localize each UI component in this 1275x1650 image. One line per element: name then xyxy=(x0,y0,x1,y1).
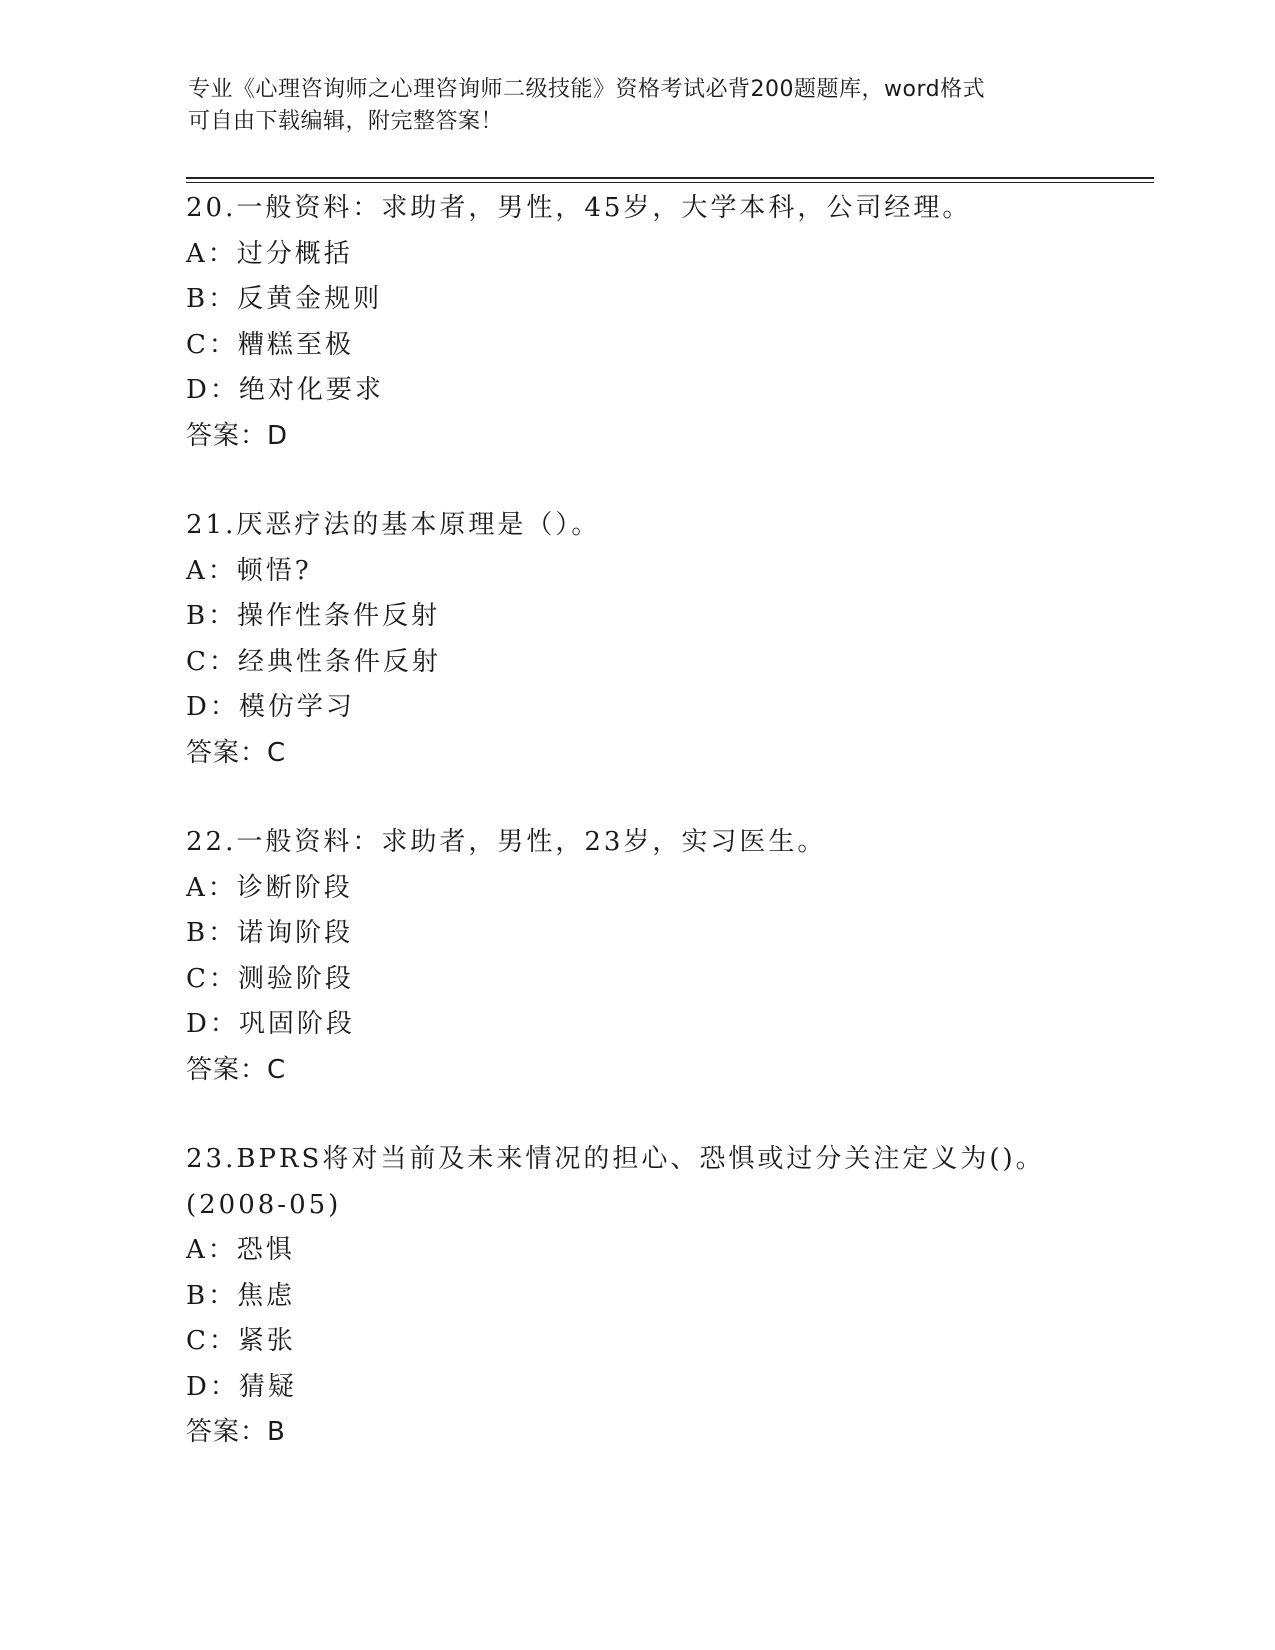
question-title-continued: (2008-05) xyxy=(186,1189,342,1220)
question-title: 23.BPRS将对当前及未来情况的担心、恐惧或过分关注定义为()。 xyxy=(186,1144,1045,1174)
option-b: B：焦虑 xyxy=(186,1280,296,1311)
answer: 答案：D xyxy=(186,420,289,451)
option-a: A：过分概括 xyxy=(186,238,353,269)
option-a: A：诊断阶段 xyxy=(186,872,353,903)
option-b: B：操作性条件反射 xyxy=(186,601,441,631)
question-title: 21.厌恶疗法的基本原理是（）。 xyxy=(186,510,601,540)
question-23 xyxy=(186,1137,1086,1456)
answer: 答案：C xyxy=(186,1054,287,1085)
option-d: D：猜疑 xyxy=(186,1371,297,1402)
question-20 xyxy=(186,186,1086,459)
option-d: D：巩固阶段 xyxy=(186,1009,355,1039)
document-header xyxy=(188,74,1068,138)
question-22 xyxy=(186,820,1086,1093)
option-c: C：糟糕至极 xyxy=(186,329,354,360)
option-c: C：经典性条件反射 xyxy=(186,646,441,677)
answer: 答案：C xyxy=(186,737,287,768)
option-d: D：模仿学习 xyxy=(186,692,355,722)
question-title: 20.一般资料：求助者，男性，45岁，大学本科，公司经理。 xyxy=(186,193,972,223)
option-c: C：紧张 xyxy=(186,1326,296,1356)
option-b: B：反黄金规则 xyxy=(186,284,383,314)
answer: 答案：B xyxy=(186,1417,286,1447)
option-b: B：诺询阶段 xyxy=(186,918,354,948)
header-divider-thin xyxy=(186,182,1154,183)
header-divider-thick xyxy=(186,177,1154,179)
option-a: A：恐惧 xyxy=(186,1235,295,1265)
question-21 xyxy=(186,503,1086,776)
option-d: D：绝对化要求 xyxy=(186,375,384,405)
option-c: C：测验阶段 xyxy=(186,963,354,994)
question-title: 22.一般资料：求助者，男性，23岁，实习医生。 xyxy=(186,827,827,857)
header-line-1: 专业《心理咨询师之心理咨询师二级技能》资格考试必背200题题库，word格式 xyxy=(188,77,986,102)
header-line-2: 可自由下载编辑，附完整答案！ xyxy=(188,109,504,134)
option-a: A：顿悟? xyxy=(186,555,312,586)
